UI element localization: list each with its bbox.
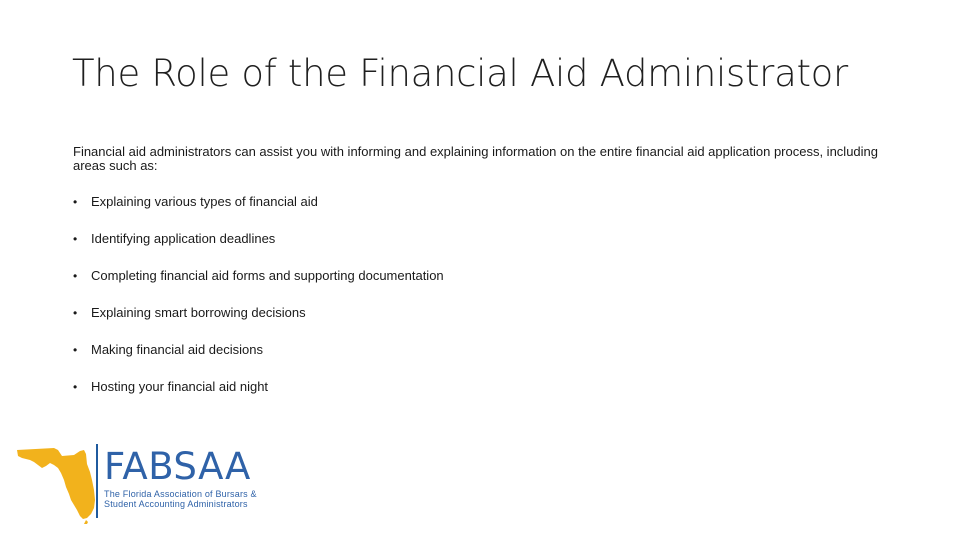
- bullet-marker: •: [73, 269, 78, 283]
- bullet-item: [73, 379, 444, 416]
- bullet-text: Completing financial aid forms and supporting documentation: [91, 268, 444, 283]
- bullet-item: [73, 231, 444, 268]
- bullet-text: Making financial aid decisions: [91, 342, 263, 357]
- bullet-item: [73, 194, 444, 231]
- logo-tagline-line1: The Florida Association of Bursars &: [104, 489, 257, 499]
- bullet-item: [73, 305, 444, 342]
- bullet-text: Identifying application deadlines: [91, 231, 276, 246]
- logo-divider: [96, 444, 98, 518]
- bullet-item: [73, 268, 444, 305]
- bullet-text: Explaining smart borrowing decisions: [91, 305, 306, 320]
- slide-title: The Role of the Financial Aid Administrator: [72, 52, 848, 95]
- bullet-marker: •: [73, 306, 78, 320]
- bullet-text: Hosting your financial aid night: [91, 379, 269, 394]
- bullet-marker: •: [73, 195, 78, 209]
- logo-wordmark: FABSAA: [104, 445, 251, 488]
- bullet-list: [73, 194, 444, 416]
- bullet-marker: •: [73, 380, 78, 394]
- logo-tagline-line2: Student Accounting Administrators: [104, 499, 248, 509]
- bullet-marker: •: [73, 232, 78, 246]
- intro-paragraph: Financial aid administrators can assist you with informing and explaining information on the entire financial aid application process, including areas such as:: [73, 144, 878, 173]
- bullet-item: [73, 342, 444, 379]
- bullet-marker: •: [73, 343, 78, 357]
- bullet-text: Explaining various types of financial aid: [91, 194, 318, 209]
